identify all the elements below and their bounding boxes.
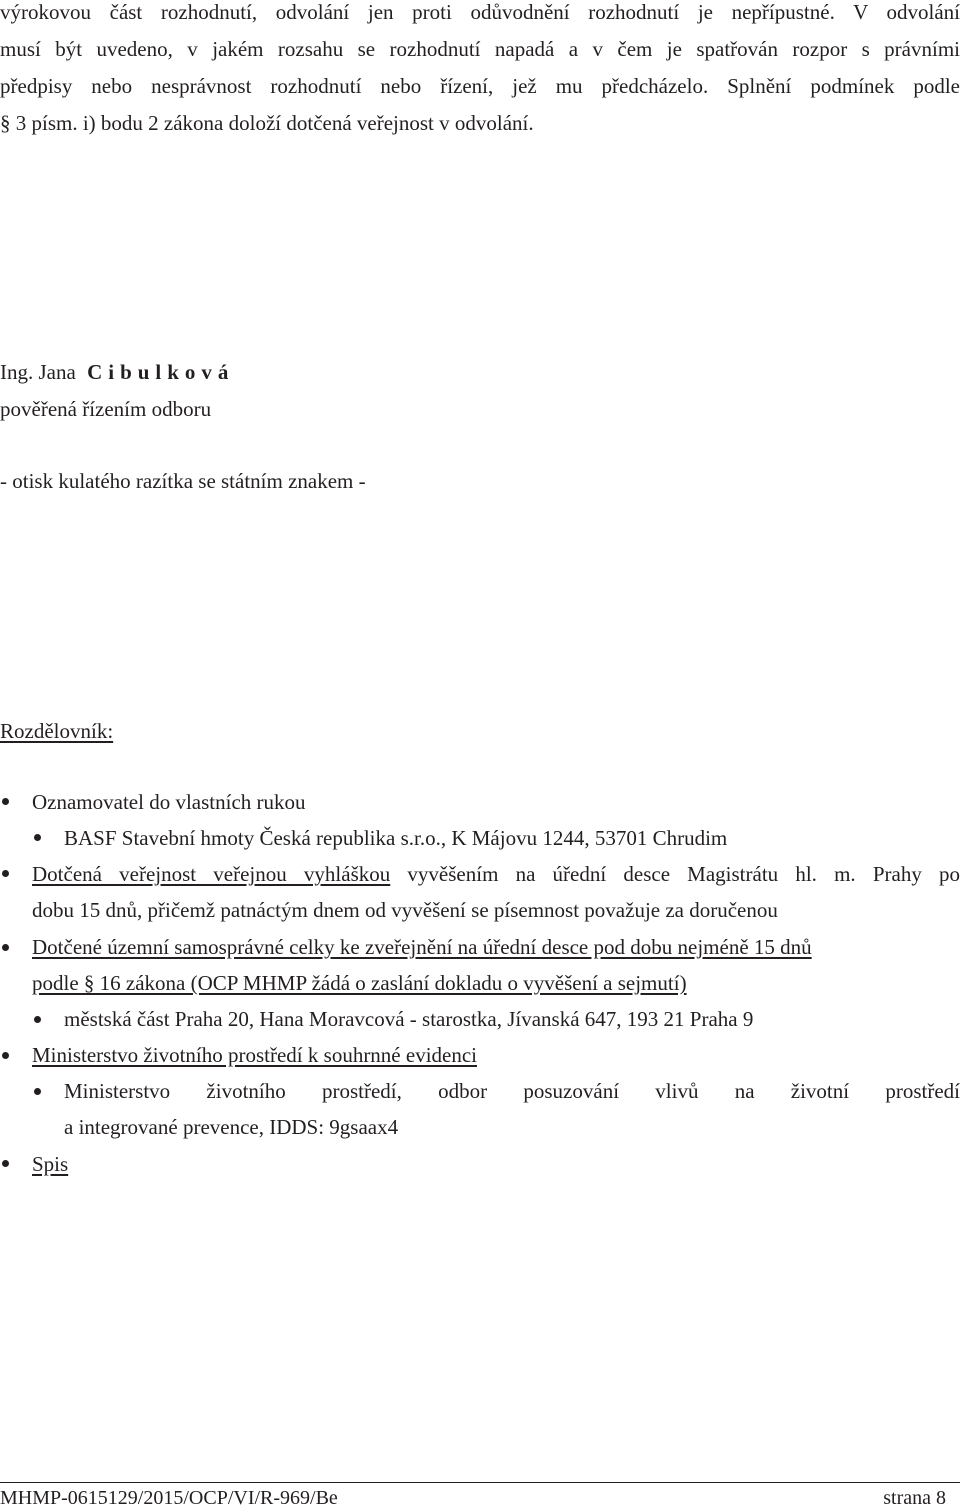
- bullet-icon: [2, 1052, 9, 1059]
- distribution-item-ministry-department-line2: a integrované prevence, IDDS: 9gsaax4: [64, 1115, 399, 1139]
- footer-rule: [0, 1482, 960, 1483]
- stamp-note: - otisk kulatého razítka se státním znakem -: [0, 469, 366, 493]
- footer-reference: MHMP-0615129/2015/OCP/VI/R-969/Be: [0, 1487, 338, 1509]
- bullet-icon: [34, 834, 41, 841]
- distribution-item-file: Spis: [32, 1152, 69, 1176]
- distribution-item-public-underlined: Dotčená veřejnost veřejnou vyhláškou: [32, 862, 391, 886]
- bullet-icon: [2, 870, 9, 877]
- bullet-icon: [2, 798, 9, 805]
- bullet-icon: [2, 944, 9, 951]
- distribution-item-basf: BASF Stavební hmoty Česká republika s.r.o., K Májovu 1244, 53701 Chrudim: [64, 826, 728, 850]
- distribution-item-applicant: Oznamovatel do vlastních rukou: [32, 790, 306, 814]
- intro-line-1: výrokovou část rozhodnutí, odvolání jen proti odůvodnění rozhodnutí je nepřípustné. V odvolání: [0, 0, 960, 24]
- bullet-icon: [34, 1088, 41, 1095]
- distribution-item-public-rest: vyvěšením na úřední desce Magistrátu hl. m. Prahy po: [390, 862, 960, 886]
- distribution-heading: Rozdělovník:: [0, 719, 114, 743]
- intro-line-3: předpisy nebo nesprávnost rozhodnutí nebo řízení, jež mu předcházelo. Splnění podmínek podle: [0, 74, 960, 98]
- distribution-item-public: [32, 862, 960, 886]
- signatory-name: [0, 360, 234, 384]
- distribution-item-praha20: městská část Praha 20, Hana Moravcová - starostka, Jívanská 647, 193 21 Praha 9: [64, 1007, 754, 1031]
- bullet-icon: [34, 1016, 41, 1023]
- bullet-icon: [2, 1160, 9, 1167]
- distribution-item-public-line2: dobu 15 dnů, přičemž patnáctým dnem od vyvěšení se písemnost považuje za doručenou: [32, 898, 778, 922]
- distribution-item-municipalities-line1: Dotčené územní samosprávné celky ke zveřejnění na úřední desce pod dobu nejméně 15 dnů: [32, 935, 812, 959]
- intro-line-4: § 3 písm. i) bodu 2 zákona doloží dotčená veřejnost v odvolání.: [0, 111, 534, 135]
- distribution-item-municipalities-line2: podle § 16 zákona (OCP MHMP žádá o zaslání dokladu o vyvěšení a sejmutí): [32, 971, 687, 995]
- distribution-item-ministry-evidence: Ministerstvo životního prostředí k souhrnné evidenci: [32, 1043, 478, 1067]
- footer-page-number: strana 8: [883, 1487, 946, 1509]
- signatory-prefix: Ing. Jana: [0, 360, 76, 384]
- signatory-role: pověřená řízením odboru: [0, 397, 212, 421]
- signatory-surname: Cibulková: [87, 360, 235, 384]
- intro-line-2: musí být uvedeno, v jakém rozsahu se rozhodnutí napadá a v čem je spatřován rozpor s právními: [0, 37, 960, 61]
- distribution-item-ministry-department: Ministerstvo životního prostředí, odbor posuzování vlivů na životní prostředí: [64, 1079, 960, 1103]
